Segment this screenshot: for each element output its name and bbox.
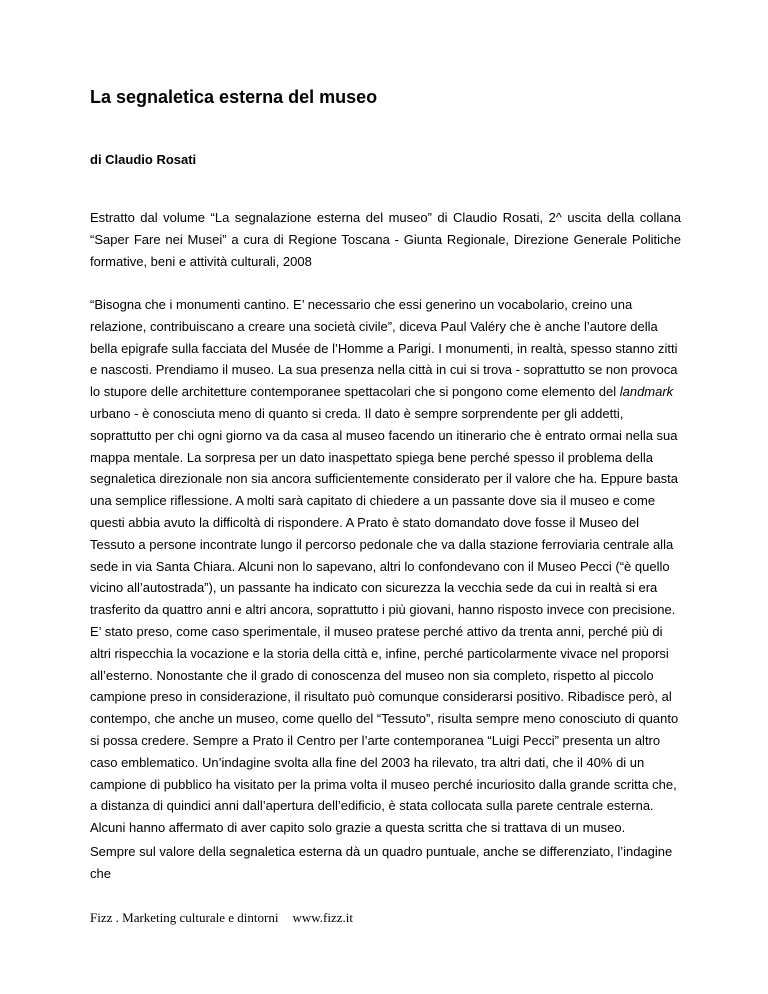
document-title: La segnaletica esterna del museo bbox=[90, 87, 378, 107]
italic-term-landmark: landmark bbox=[619, 384, 674, 400]
footer-publisher: Fizz . Marketing culturale e dintorni bbox=[90, 910, 279, 925]
excerpt-paragraph: Estratto dal volume “La segnalazione esterna del museo” di Claudio Rosati, 2^ uscita della collana “Saper Fare nei Musei” a cura di Regione Toscana - Giunta Regionale, Direzione Generale Politiche formative, beni e attività culturali, 2008 bbox=[90, 210, 681, 269]
page-footer bbox=[90, 910, 353, 926]
footer-website-link[interactable]: www.fizz.it bbox=[292, 910, 353, 925]
body-paragraph-2: Sempre sul valore della segnaletica esterna dà un quadro puntuale, anche se differenziato, l’indagine che bbox=[90, 844, 673, 881]
paragraph-text-end: urbano - è conosciuta meno di quanto si creda. Il dato è sempre sorprendente per gli addetti, soprattutto per chi ogni giorno va da casa al museo facendo un itinerario che è entrato ormai nella sua mappa mentale. La sorpresa per un dato inaspettato spiega bene perché spesso il problema della segnaletica direzionale non sia ancora sufficientemente considerato per il valore che ha. Eppure basta una semplice riflessione. A molti sarà capitato di chiedere a un passante dove sia il museo e come questi abbia avuto la difficoltà di rispondere. A Prato è stato domandato dove fosse il Museo del Tessuto a persone incontrate lungo il percorso pedonale che va dalla stazione ferroviaria centrale alla sede in via Santa Chiara. Alcuni non lo sapevano, altri lo confondevano con il Museo Pecci (“è quello vicino all’autostrada”), un passante ha indicato con sicurezza la vecchia sede da cui in realtà si era trasferito da quattro anni e altri ancora, soprattutto i più giovani, hanno risposto invece con precisione. E’ stato preso, come caso sperimentale, il museo pratese perché attivo da trenta anni, perché più di altri rispecchia la vocazione e la storia della città e, infine, perché particolarmente vivace nel proporsi all’esterno. Nonostante che il grado di conoscenza del museo non sia completo, rispetto al piccolo campione preso in considerazione, il risultato può comunque considerarsi positivo. Ribadisce però, al contempo, che anche un museo, come quello del “Tessuto”, risulta sempre meno conosciuto di quanto si possa credere. Sempre a Prato il Centro per l’arte contemporanea “Luigi Pecci” presenta un altro caso emblematico. Un’indagine svolta alla fine del 2003 ha rilevato, tra altri dati, che il 40% di un campione di pubblico ha visitato per la prima volta il museo perché incuriosito dalla grande scritta che, a distanza di quindici anni dall’apertura dell’edificio, è stata collocata sulla parete centrale esterna. Alcuni hanno affermato di aver capito solo grazie a questa scritta che si trattava di un museo. bbox=[90, 405, 679, 836]
author-line: di Claudio Rosati bbox=[90, 152, 197, 167]
body-paragraph-1 bbox=[90, 294, 686, 839]
paragraph-text-start: “Bisogna che i monumenti cantino. E’ necessario che essi generino un vocabolario, creino una relazione, contribuiscano a creare una società civile”, diceva Paul Valéry che è anche l’autore della bella epigrafe sulla facciata del Musée de l’Homme a Parigi. I monumenti, in realtà, spesso stanno zitti e nascosti. Prendiamo il museo. La sua presenza nella città in cui si trova - soprattutto se non provoca lo stupore delle architetture contemporanee spettacolari che si pongono come elemento del bbox=[90, 297, 678, 400]
